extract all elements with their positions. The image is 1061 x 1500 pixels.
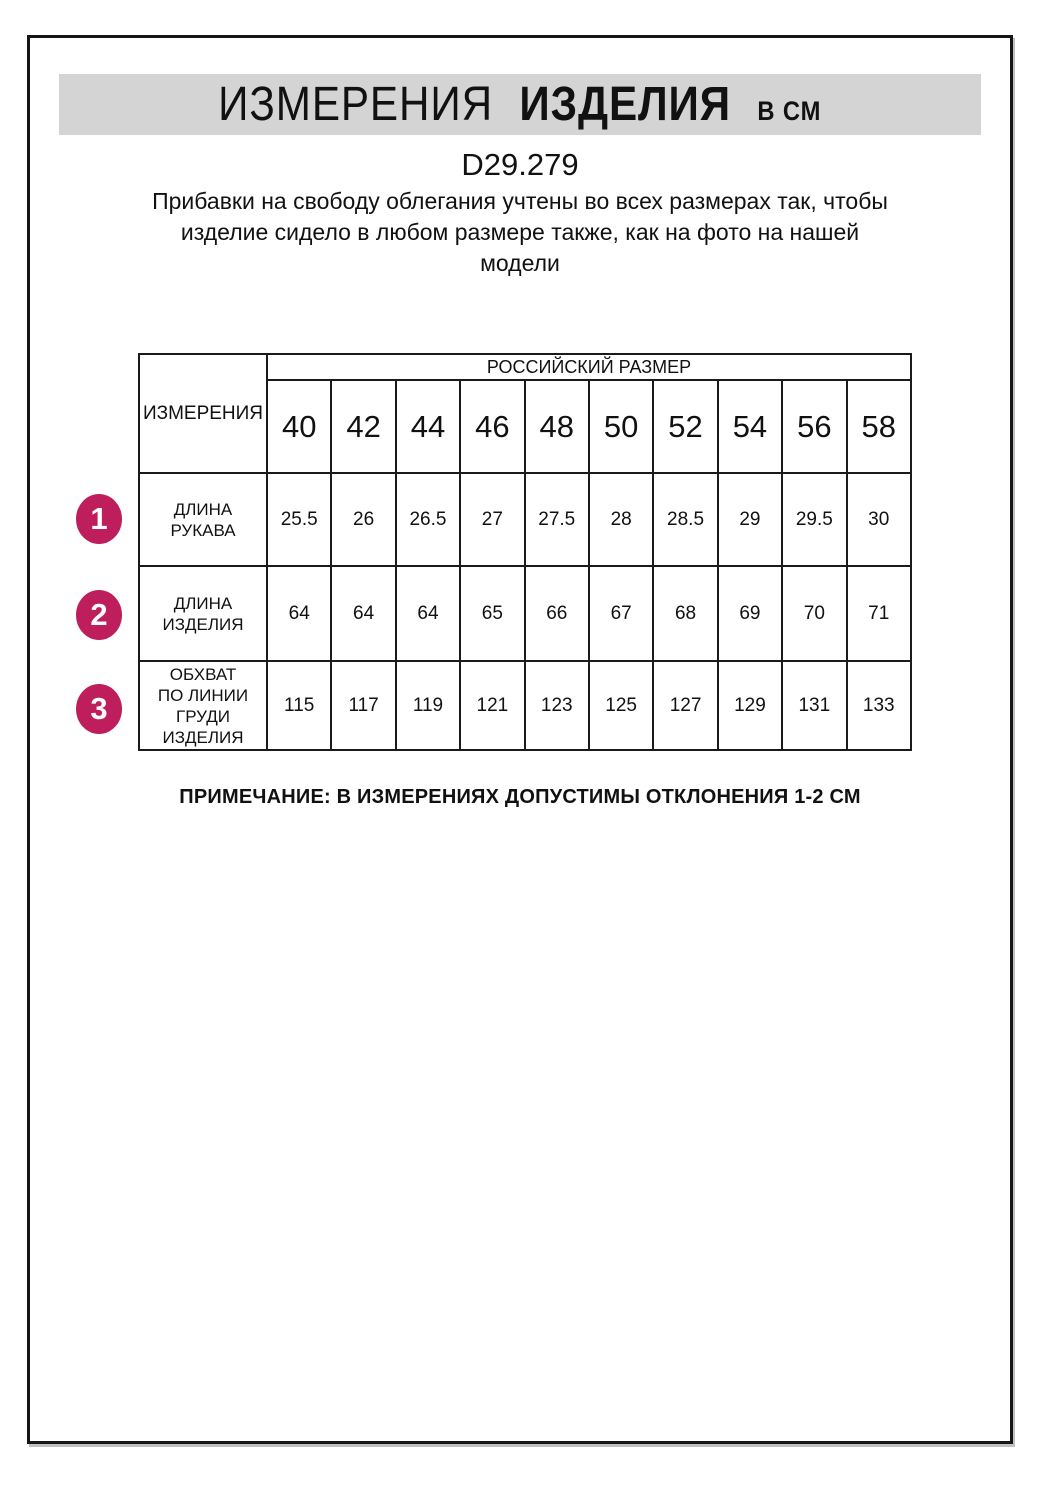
measurement-value: 25.5 — [267, 473, 331, 566]
page-title — [218, 77, 821, 132]
size-column-header: 48 — [525, 380, 589, 473]
measurement-value: 26 — [331, 473, 395, 566]
measurement-label — [139, 473, 267, 566]
row-number-badge: 1 — [76, 494, 122, 544]
measurement-label-text: ОБХВАТ ПО ЛИНИИ ГРУДИ ИЗДЕЛИЯ — [157, 664, 249, 747]
table-row — [139, 661, 911, 750]
measurement-value: 68 — [653, 566, 717, 661]
measurement-value: 131 — [782, 661, 846, 750]
size-column-header: 44 — [396, 380, 460, 473]
measurement-label-text: ДЛИНА ИЗДЕЛИЯ — [162, 593, 244, 634]
measurement-value: 123 — [525, 661, 589, 750]
measurement-value: 30 — [847, 473, 911, 566]
measurement-value: 64 — [396, 566, 460, 661]
measurement-value: 28.5 — [653, 473, 717, 566]
measurement-value: 64 — [267, 566, 331, 661]
measurement-label-text: ДЛИНА РУКАВА — [170, 499, 236, 540]
measurement-value: 67 — [589, 566, 653, 661]
size-column-header: 50 — [589, 380, 653, 473]
size-table — [138, 353, 912, 751]
document-page — [27, 35, 1013, 1444]
product-code: D29.279 — [461, 147, 579, 182]
measurement-label — [139, 566, 267, 661]
size-table-area — [90, 353, 912, 751]
measurement-value: 119 — [396, 661, 460, 750]
size-column-header: 46 — [460, 380, 524, 473]
measurement-value: 27.5 — [525, 473, 589, 566]
table-row — [139, 473, 911, 566]
measurement-value: 71 — [847, 566, 911, 661]
measurement-value: 117 — [331, 661, 395, 750]
measurement-value: 125 — [589, 661, 653, 750]
fit-description — [30, 186, 1010, 279]
size-column-header: 52 — [653, 380, 717, 473]
measurement-value: 64 — [331, 566, 395, 661]
measurement-value: 29 — [718, 473, 782, 566]
title-banner — [59, 74, 981, 135]
table-row — [139, 566, 911, 661]
description-line: Прибавки на свободу облегания учтены во всех размерах так, чтобы — [152, 188, 888, 214]
measurement-value: 127 — [653, 661, 717, 750]
measurement-value: 69 — [718, 566, 782, 661]
measurement-value: 28 — [589, 473, 653, 566]
title-product: ИЗДЕЛИЯ — [519, 78, 732, 131]
size-column-header: 54 — [718, 380, 782, 473]
measurement-value: 70 — [782, 566, 846, 661]
measurement-value: 129 — [718, 661, 782, 750]
size-column-header: 56 — [782, 380, 846, 473]
title-unit-cm: В СМ — [757, 96, 822, 126]
measurement-value: 66 — [525, 566, 589, 661]
measurement-value: 26.5 — [396, 473, 460, 566]
measurement-value: 29.5 — [782, 473, 846, 566]
measurement-label — [139, 661, 267, 750]
description-line: модели — [480, 250, 560, 276]
measurements-column-header: ИЗМЕРЕНИЯ — [139, 354, 267, 473]
size-column-header: 42 — [331, 380, 395, 473]
tolerance-note: ПРИМЕЧАНИЕ: В ИЗМЕРЕНИЯХ ДОПУСТИМЫ ОТКЛОНЕНИЯ 1-2 СМ — [179, 786, 861, 808]
size-group-row — [139, 354, 911, 380]
row-number-badge: 3 — [76, 684, 122, 734]
measurement-value: 121 — [460, 661, 524, 750]
measurement-value: 115 — [267, 661, 331, 750]
size-column-header: 58 — [847, 380, 911, 473]
measurement-value: 27 — [460, 473, 524, 566]
measurement-value: 133 — [847, 661, 911, 750]
row-number-badge: 2 — [76, 590, 122, 640]
russian-size-header: РОССИЙСКИЙ РАЗМЕР — [267, 354, 911, 380]
measurement-value: 65 — [460, 566, 524, 661]
size-column-header: 40 — [267, 380, 331, 473]
title-measurements: ИЗМЕРЕНИЯ — [218, 78, 494, 131]
description-line: изделие сидело в любом размере также, как на фото на нашей — [180, 219, 860, 245]
